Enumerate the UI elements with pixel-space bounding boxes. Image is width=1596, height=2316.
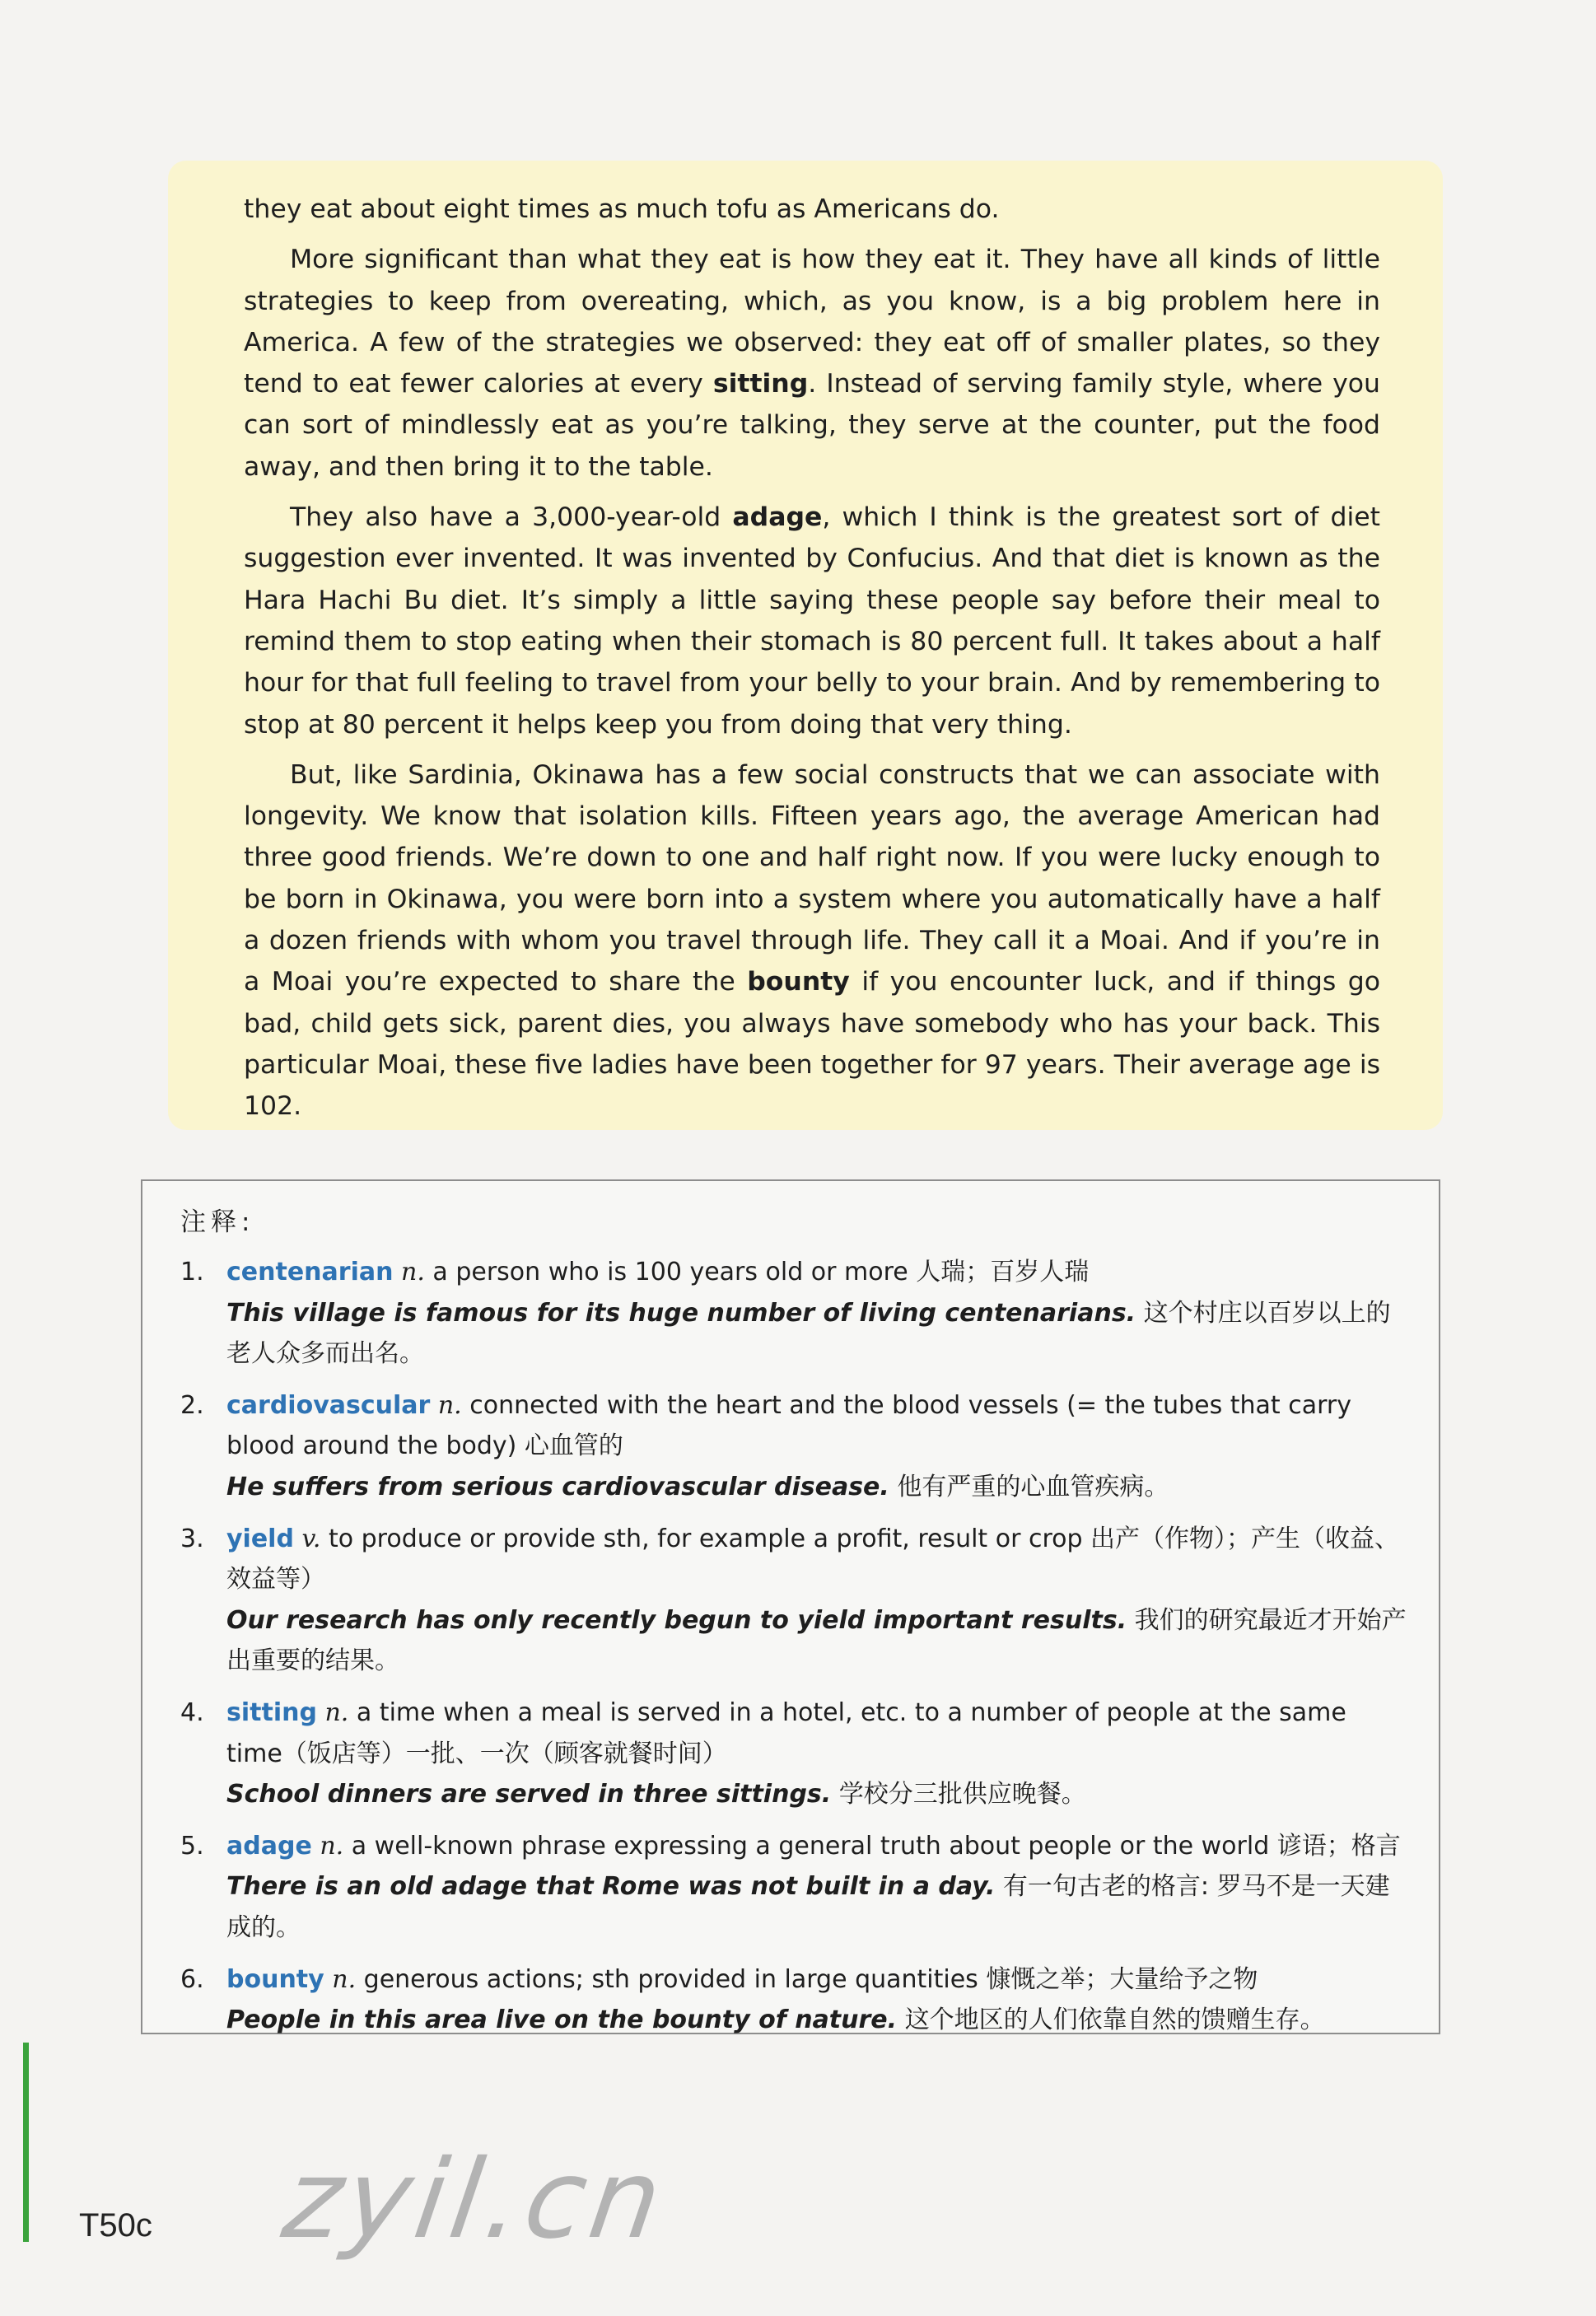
example-sentence: People in this area live on the bounty of nature.: [226, 2005, 898, 2035]
p2-text-b: . Instead of serving family style, where you can sort of mindlessly eat as you’re talking, they serve at the counter, put the food away, and then bring it to the table.: [244, 369, 1380, 482]
note-item: [180, 1519, 1409, 1682]
note-term: yield: [226, 1524, 294, 1553]
note-number: 3.: [180, 1524, 204, 1553]
definition-text: a well-known phrase expressing a general truth about people or the world 谚语；格言: [343, 1831, 1401, 1861]
note-item: [180, 1385, 1409, 1508]
definition-text: to produce or provide sth, for example a profit, result or crop 出产（作物）；产生（收益、效益等）: [226, 1524, 1400, 1595]
note-example: [226, 1600, 1409, 1682]
notes-title: 注释:: [180, 1207, 255, 1237]
example-translation: 有一句古老的格言: 罗马不是一天建成的。: [226, 1872, 1390, 1942]
note-number: 5.: [180, 1831, 204, 1861]
note-example: [226, 1774, 1409, 1815]
definition-text: connected with the heart and the blood vessels (= the tubes that carry blood around the body) 心血管的: [226, 1390, 1351, 1461]
definition-text: generous actions; sth provided in large quantities 慷慨之举；大量给予之物: [356, 1964, 1258, 1994]
p4-text-b: if you encounter luck, and if things go bad, child gets sick, parent dies, you always have somebody who has your back. This particular Moai, these five ladies have been together for 97 years. Their average age is 102.: [244, 967, 1381, 1122]
definition-text: a person who is 100 years old or more 人瑞；百岁人瑞: [424, 1258, 1090, 1286]
example-sentence: This village is famous for its huge number of living centenarians.: [226, 1298, 1136, 1328]
keyword-sitting: sitting: [712, 369, 809, 399]
p3-text-b: , which I think is the greatest sort of diet suggestion ever invented. It was invented by Confucius. And that diet is known as the Hara Hachi Bu diet. It’s simply a little saying these people say before their meal to remind them to stop eating when their stomach is 80 percent full. It takes about a half hour for that full feeling to travel from your belly to your brain. And by remembering to stop at 80 percent it helps keep you from doing that very thing.: [244, 502, 1380, 740]
p4-text-a: But, like Sardinia, Okinawa has a few social constructs that we can associate with longevity. We know that isolation kills. Fifteen years ago, the average American had three good friends. We’re down to one and half right now. If you were lucky enough to be born in Okinawa, you were born into a system where you automatically have a half a dozen friends with whom you travel through life. They call it a Moai. And if you’re in a Moai you’re expected to share the: [244, 759, 1380, 997]
note-item: [180, 1826, 1409, 1949]
paragraph-3: [244, 497, 1380, 745]
example-translation: 我们的研究最近才开始产出重要的结果。: [226, 1605, 1407, 1676]
example-translation: 这个村庄以百岁以上的老人众多而出名。: [226, 1298, 1391, 1369]
example-sentence: School dinners are served in three sittings.: [226, 1780, 832, 1809]
paragraph-4: [244, 754, 1380, 1128]
note-definition: [226, 1519, 1409, 1600]
example-translation: 学校分三批供应晚餐。: [831, 1780, 1086, 1809]
note-definition: [226, 1959, 1409, 2001]
reading-passage: [168, 161, 1443, 1130]
part-of-speech: n.: [324, 1697, 349, 1727]
notes-list: [180, 1252, 1409, 2041]
note-definition: [226, 1385, 1409, 1467]
page-number: T50c: [79, 2207, 152, 2244]
note-example: [226, 1467, 1409, 1508]
note-term: sitting: [226, 1697, 317, 1727]
keyword-bounty: bounty: [747, 967, 850, 997]
example-sentence: Our research has only recently begun to yield important results.: [226, 1605, 1127, 1635]
part-of-speech: n.: [401, 1258, 425, 1286]
note-definition: [226, 1826, 1409, 1867]
note-example: [226, 1293, 1409, 1375]
note-number: 1.: [180, 1258, 204, 1286]
note-item: [180, 1252, 1409, 1375]
note-term: bounty: [226, 1964, 324, 1994]
paragraph-2: [244, 239, 1380, 488]
note-example: [226, 2000, 1409, 2041]
p2-text-a: More significant than what they eat is how they eat it. They have all kinds of little strategies to keep from overeating, which, as you know, is a big problem here in America. A few of the strategies we observed: they eat off of smaller plates, so they tend to eat fewer calories at every: [244, 245, 1380, 399]
part-of-speech: n.: [320, 1831, 344, 1861]
note-term: cardiovascular: [226, 1390, 431, 1420]
part-of-speech: n.: [437, 1390, 462, 1420]
note-number: 2.: [180, 1390, 204, 1420]
example-sentence: There is an old adage that Rome was not built in a day.: [226, 1872, 996, 1902]
notes-box: [141, 1179, 1440, 2034]
note-item: [180, 1959, 1409, 2041]
note-number: 4.: [180, 1697, 204, 1727]
note-term: centenarian: [226, 1258, 394, 1286]
note-definition: [226, 1693, 1409, 1774]
part-of-speech: n.: [332, 1964, 357, 1994]
keyword-adage: adage: [732, 502, 823, 533]
note-number: 6.: [180, 1964, 204, 1994]
note-item: [180, 1693, 1409, 1815]
example-translation: 这个地区的人们依靠自然的馈赠生存。: [897, 2005, 1325, 2035]
note-example: [226, 1866, 1409, 1948]
part-of-speech: v.: [301, 1524, 321, 1553]
note-definition: [226, 1252, 1409, 1293]
definition-text: a time when a meal is served in a hotel, etc. to a number of people at the same time（饭店等）一批、一次（顾客就餐时间）: [226, 1697, 1346, 1768]
watermark: zyil.cn: [276, 2136, 674, 2263]
note-term: adage: [226, 1831, 312, 1861]
accent-bar: [23, 2043, 29, 2242]
example-sentence: He suffers from serious cardiovascular disease.: [226, 1472, 889, 1501]
paragraph-1: they eat about eight times as much tofu as Americans do.: [244, 194, 1000, 224]
p3-text-a: They also have a 3,000-year-old: [290, 502, 733, 533]
example-translation: 他有严重的心血管疾病。: [889, 1472, 1169, 1501]
